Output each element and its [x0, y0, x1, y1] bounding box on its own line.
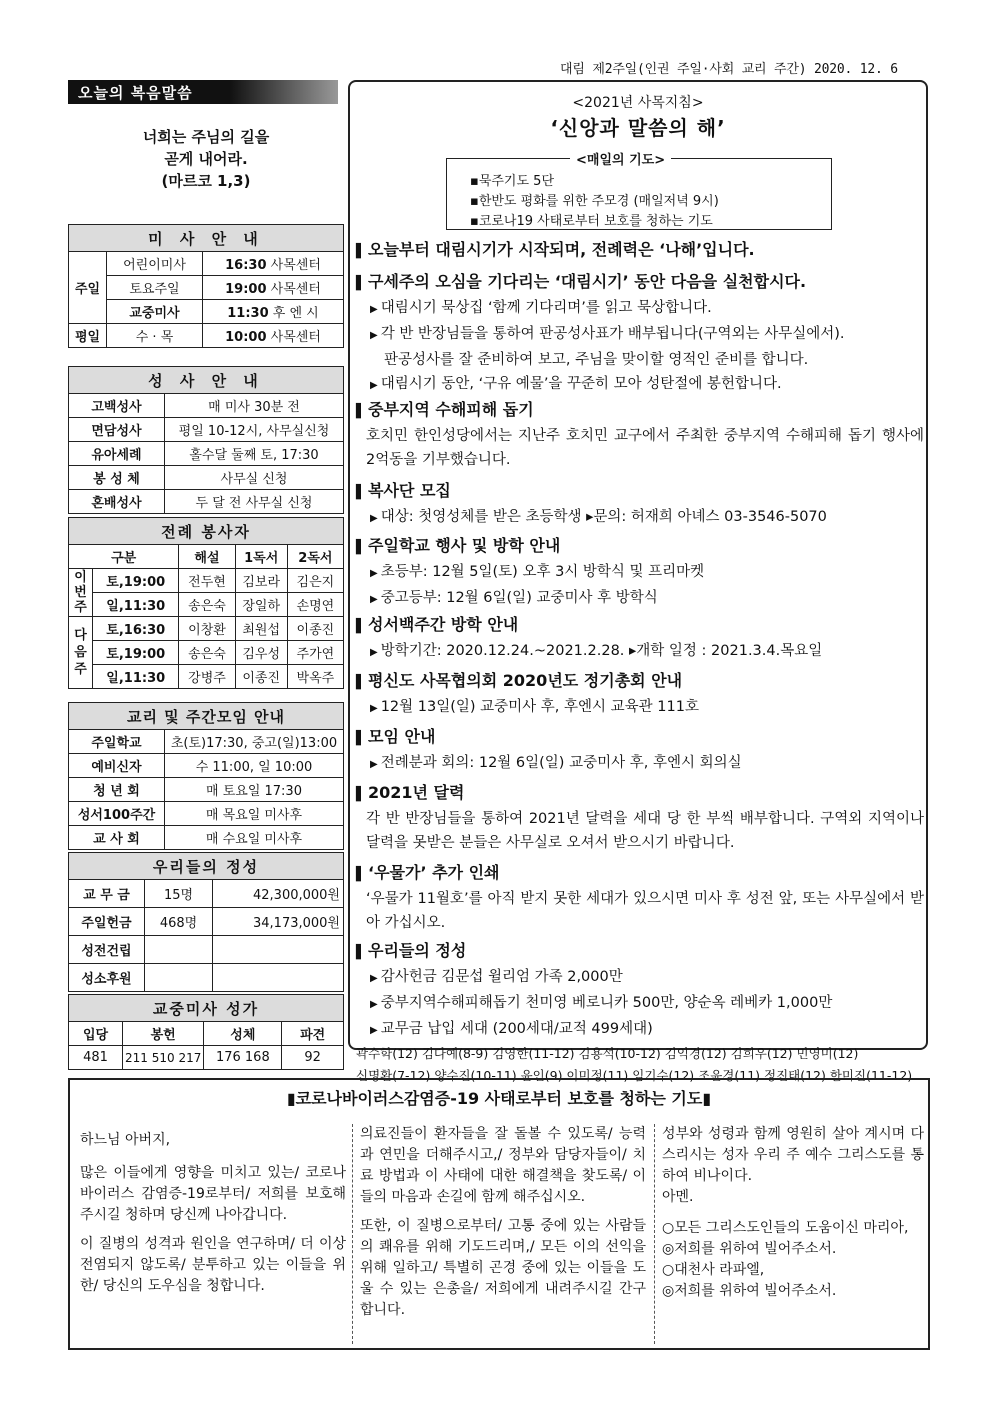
hymn-header: 봉헌	[123, 1022, 204, 1046]
prayer-paragraph: ○모든 그리스도인들의 도움이신 마리아,	[662, 1220, 909, 1236]
section-line: ▶ 대상: 첫영성체를 받은 초등학생 ▸문의: 허재희 아녜스 03-3546-5070	[370, 509, 827, 525]
mass-time: 10:00	[225, 330, 267, 345]
section-title: ▌ 2021년 달력	[356, 781, 924, 807]
liturgy-reader2: 박옥주	[287, 665, 343, 689]
liturgy-header: 구분	[69, 545, 179, 569]
liturgy-slot: 토,19:00	[93, 569, 179, 593]
notice-section	[356, 669, 924, 721]
prayer-paragraph: 또한, 이 질병으로부터/ 고통 중에 있는 사람들의 쾌유를 위해 기도드리며,/ 모든 이의 선익을 위해 일하고/ 특별히 곤경 중에 있는 이들을 도울 수 있는 은총을/ 저희에게 내려주시길 간구합니다.	[360, 1218, 646, 1318]
sacrament-value: 평일 10-12시, 사무실신청	[165, 418, 344, 442]
offering-amount: 42,300,000원	[213, 880, 344, 908]
hymn-number: 481	[69, 1046, 123, 1070]
liturgy-reader1: 김우성	[235, 641, 287, 665]
mass-place: 사목센터	[270, 330, 321, 345]
column-divider	[352, 1124, 353, 1344]
section-line: ▶ 중고등부: 12월 6일(일) 교중미사 후 방학식	[370, 590, 658, 606]
prayer-paragraph: ◎저희를 위하여 빌어주소서.	[662, 1283, 837, 1299]
section-line: ▶ 초등부: 12월 5일(토) 오후 3시 방학식 및 프리마켓	[370, 564, 705, 580]
prayer-paragraph: 성부와 성령과 함께 영원히 살아 계시며 다스리시는 성자 우리 주 예수 그리스도를 통하여 비나이다.	[662, 1126, 924, 1184]
notice-section	[356, 398, 924, 472]
liturgy-commentator: 송은숙	[179, 593, 235, 617]
daily-prayer-item: ▪묵주기도 5단	[470, 174, 555, 189]
meeting-value: 수 11:00, 일 10:00	[165, 754, 344, 778]
mass-name: 수 · 목	[107, 324, 203, 348]
liturgy-reader2: 손명연	[287, 593, 343, 617]
offering-name: 주일헌금	[69, 908, 145, 936]
sacrament-value: 두 달 전 사무실 신청	[165, 490, 344, 514]
section-title: ▌ 모임 안내	[356, 725, 924, 751]
section-line: ▶ 전례분과 회의: 12월 6일(일) 교중미사 후, 후엔시 회의실	[370, 755, 742, 771]
mass-time: 19:00	[225, 282, 267, 297]
mass-name: 토요주일	[107, 276, 203, 300]
offering-amount: 34,173,000원	[213, 908, 344, 936]
sunday-label: 주일	[69, 252, 107, 324]
notice-section	[356, 479, 924, 531]
section-line: ▶ 각 반 반장님들을 통하여 판공성사표가 배부됩니다(구역외는 사무실에서).	[370, 326, 845, 342]
bulletin-date-line: 대림 제2주일(인권 주일·사회 교리 주간) 2020. 12. 6	[560, 62, 898, 77]
meeting-name: 예비신자	[69, 754, 165, 778]
this-week-label: 이번주	[69, 569, 93, 617]
liturgy-header: 해설	[179, 545, 235, 569]
section-line: ▶ 감사헌금 김문섭 윌리엄 가족 2,000만	[370, 969, 623, 985]
section-line: 판공성사를 잘 준비하여 보고, 주님을 맞이할 영적인 준비를 합니다.	[384, 352, 809, 368]
sacrament-name: 봉 성 체	[69, 466, 165, 490]
liturgy-commentator: 전두현	[179, 569, 235, 593]
section-line: ▶ 방학기간: 2020.12.24.~2021.2.28. ▸개학 일정 : 2021.3.4.목요일	[370, 643, 823, 659]
sacrament-value: 홀수달 둘째 토, 17:30	[165, 442, 344, 466]
meetings-title: 교리 및 주간모임 안내	[69, 703, 344, 730]
liturgy-commentator: 강병주	[179, 665, 235, 689]
section-line: 각 반 반장님들을 통하여 2021년 달력을 세대 당 한 부씩 배부합니다. 구역외 지역이나 달력을 못받은 분들은 사무실로 오셔서 받으시기 바랍니다.	[366, 811, 924, 851]
sacrament-name: 혼배성사	[69, 490, 165, 514]
liturgy-header: 1독서	[235, 545, 287, 569]
prayer-paragraph: ○대천사 라파엘,	[662, 1262, 765, 1278]
section-line: ▶ 대림시기 묵상집 ‘함께 기다리며’를 읽고 묵상합니다.	[370, 300, 712, 316]
mass-name: 교중미사	[107, 300, 203, 324]
liturgy-reader2: 김은지	[287, 569, 343, 593]
meeting-name: 교 사 회	[69, 826, 165, 850]
mass-title: 미 사 안 내	[69, 225, 344, 252]
offering-name: 성전건립	[69, 936, 145, 964]
meeting-name: 청 년 회	[69, 778, 165, 802]
pastoral-subtitle: <2021년 사목지침>	[572, 95, 704, 111]
section-line: 신명환(7-12) 양수진(10-11) 윤인(9) 이미정(11) 임기수(12) 조윤경(11) 정진태(12) 한미진(11-12)	[356, 1068, 913, 1083]
liturgy-commentator: 송은숙	[179, 641, 235, 665]
liturgy-title: 전례 봉사자	[69, 518, 344, 545]
prayer-paragraph: 이 질병의 성격과 원인을 연구하며/ 더 이상 전염되지 않도록/ 분투하고 있는 이들을 위한/ 당신의 도우심을 청합니다.	[80, 1236, 346, 1294]
section-title: ▌ ‘우물가’ 추가 인쇄	[356, 861, 924, 887]
offerings-title: 우리들의 정성	[69, 853, 344, 880]
daily-prayer-item: ▪코로나19 사태로부터 보호를 청하는 기도	[470, 214, 713, 229]
mass-schedule-table	[68, 224, 344, 348]
notice-section	[356, 939, 924, 1087]
section-title: ▌ 중부지역 수해피해 돕기	[356, 398, 924, 424]
liturgy-reader2: 이종진	[287, 617, 343, 641]
meetings-table	[68, 702, 344, 850]
liturgy-slot: 토,19:00	[93, 641, 179, 665]
section-title: ▌ 평신도 사목협의회 2020년도 정기총회 안내	[356, 669, 924, 695]
notice-section	[356, 781, 924, 855]
section-line: ▶ 교무금 납입 세대 (200세대/교적 499세대)	[370, 1021, 653, 1037]
sacrament-value: 매 미사 30분 전	[165, 394, 344, 418]
liturgy-reader1: 최원섭	[235, 617, 287, 641]
sacraments-title: 성 사 안 내	[69, 367, 344, 394]
mass-place: 사목센터	[270, 282, 321, 297]
liturgy-reader1: 이종진	[235, 665, 287, 689]
liturgy-header: 2독서	[287, 545, 343, 569]
offering-count	[145, 936, 213, 964]
gospel-label: 오늘의 복음말씀	[68, 80, 338, 104]
gospel-verse	[68, 126, 344, 192]
notice-section	[356, 861, 924, 935]
liturgy-commentator: 이창환	[179, 617, 235, 641]
notice-section	[356, 725, 924, 777]
liturgy-reader2: 주가연	[287, 641, 343, 665]
offering-amount	[213, 964, 344, 992]
prayer-paragraph: ◎저희를 위하여 빌어주소서.	[662, 1241, 837, 1257]
section-line: ▶ 중부지역수해피해돕기 천미영 베로니카 500만, 양순옥 레베카 1,000만	[370, 995, 833, 1011]
prayer-paragraph: 하느님 아버지,	[80, 1132, 171, 1148]
liturgy-slot: 일,11:30	[93, 593, 179, 617]
hymn-number: 176 168	[204, 1046, 282, 1070]
offerings-table	[68, 852, 344, 992]
hymn-header: 성체	[204, 1022, 282, 1046]
section-title: ▌ 복사단 모집	[356, 479, 924, 505]
prayer-paragraph: 아멘.	[662, 1189, 694, 1205]
covid-prayer-title: ▮코로나바이러스감염증-19 사태로부터 보호를 청하는 기도▮	[286, 1089, 712, 1108]
offering-count: 15명	[145, 880, 213, 908]
mass-time: 16:30	[225, 258, 267, 273]
mass-time: 11:30	[227, 306, 269, 321]
meeting-value: 매 토요일 17:30	[165, 778, 344, 802]
covid-prayer-column-2	[360, 1124, 646, 1329]
section-line: ▶ 12월 13일(일) 교중미사 후, 후엔시 교육관 111호	[370, 699, 699, 715]
meeting-value: 매 목요일 미사후	[165, 802, 344, 826]
mass-place: 후 엔 시	[272, 306, 319, 321]
liturgy-slot: 일,11:30	[93, 665, 179, 689]
notice-section	[356, 238, 924, 264]
section-line: ▶ 대림시기 동안, ‘구유 예물’을 꾸준히 모아 성탄절에 봉헌합니다.	[370, 376, 782, 392]
section-title: ▌ 주일학교 행사 및 방학 안내	[356, 534, 924, 560]
meeting-name: 성서100주간	[69, 802, 165, 826]
offering-name: 교 무 금	[69, 880, 145, 908]
covid-prayer-column-3	[662, 1124, 924, 1302]
section-title: ▌ 구세주의 오심을 기다리는 ‘대림시기’ 동안 다음을 실천합시다.	[356, 270, 924, 296]
prayer-paragraph: 많은 이들에게 영향을 미치고 있는/ 코로나 바이러스 감염증-19로부터/ 저희를 보호해주시길 청하며 당신께 나아갑니다.	[80, 1165, 346, 1223]
prayer-paragraph: 의료진들이 환자들을 잘 돌볼 수 있도록/ 능력과 연민을 더해주시고,/ 정부와 담당자들이/ 치료 방법과 이 사태에 대한 해결책을 찾도록/ 이들의 마음과 손길에 함께 해주십시오.	[360, 1126, 646, 1205]
section-title: ▌ 성서백주간 방학 안내	[356, 613, 924, 639]
gospel-line: 곧게 내어라.	[164, 150, 248, 168]
pastoral-title: ‘신앙과 말씀의 해’	[550, 116, 726, 140]
section-title: ▌ 우리들의 정성	[356, 939, 924, 965]
gospel-line: (마르코 1,3)	[161, 172, 251, 190]
liturgy-reader1: 김보라	[235, 569, 287, 593]
offering-count	[145, 964, 213, 992]
covid-prayer-column-1	[80, 1124, 346, 1305]
sacrament-value: 사무실 신청	[165, 466, 344, 490]
daily-prayer-item: ▪한반도 평화를 위한 주모경 (매일저녁 9시)	[470, 194, 719, 209]
liturgy-servers-table	[68, 517, 344, 689]
offering-amount	[213, 936, 344, 964]
liturgy-slot: 토,16:30	[93, 617, 179, 641]
offering-name: 성소후원	[69, 964, 145, 992]
next-week-label: 다음주	[69, 617, 93, 689]
offering-count: 468명	[145, 908, 213, 936]
section-line: ‘우물가 11월호’를 아직 받지 못한 세대가 있으시면 미사 후 성전 앞, 또는 사무실에서 받아 가십시오.	[366, 891, 924, 931]
sacraments-table	[68, 366, 344, 514]
section-line: 곽수학(12) 김다예(8-9) 김영한(11-12) 김용석(10-12) 김익경(12) 김희우(12) 민영미(12)	[356, 1046, 859, 1061]
hymn-header: 입당	[69, 1022, 123, 1046]
meeting-name: 주일학교	[69, 730, 165, 754]
meeting-value: 매 수요일 미사후	[165, 826, 344, 850]
sacrament-name: 고백성사	[69, 394, 165, 418]
daily-prayer-title: <매일의 기도>	[570, 149, 671, 168]
section-line: 호치민 한인성당에서는 지난주 호치민 교구에서 주최한 중부지역 수해피해 돕기 행사에 2억동을 기부했습니다.	[366, 428, 924, 468]
notice-section	[356, 270, 924, 398]
hymn-header: 파견	[282, 1022, 344, 1046]
notice-section	[356, 534, 924, 612]
meeting-value: 초(토)17:30, 중고(일)13:00	[165, 730, 344, 754]
hymn-number: 92	[282, 1046, 344, 1070]
weekday-label: 평일	[69, 324, 107, 348]
column-divider	[654, 1124, 655, 1344]
notice-section	[356, 613, 924, 665]
mass-name: 어린이미사	[107, 252, 203, 276]
liturgy-reader1: 장일하	[235, 593, 287, 617]
hymns-title: 교중미사 성가	[69, 995, 344, 1022]
mass-place: 사목센터	[270, 258, 321, 273]
hymns-table	[68, 994, 344, 1070]
gospel-line: 너희는 주님의 길을	[142, 128, 270, 146]
sacrament-name: 면담성사	[69, 418, 165, 442]
section-title: ▌ 오늘부터 대림시기가 시작되며, 전례력은 ‘나해’입니다.	[356, 238, 924, 264]
sacrament-name: 유아세례	[69, 442, 165, 466]
hymn-number: 211 510 217	[123, 1046, 204, 1070]
